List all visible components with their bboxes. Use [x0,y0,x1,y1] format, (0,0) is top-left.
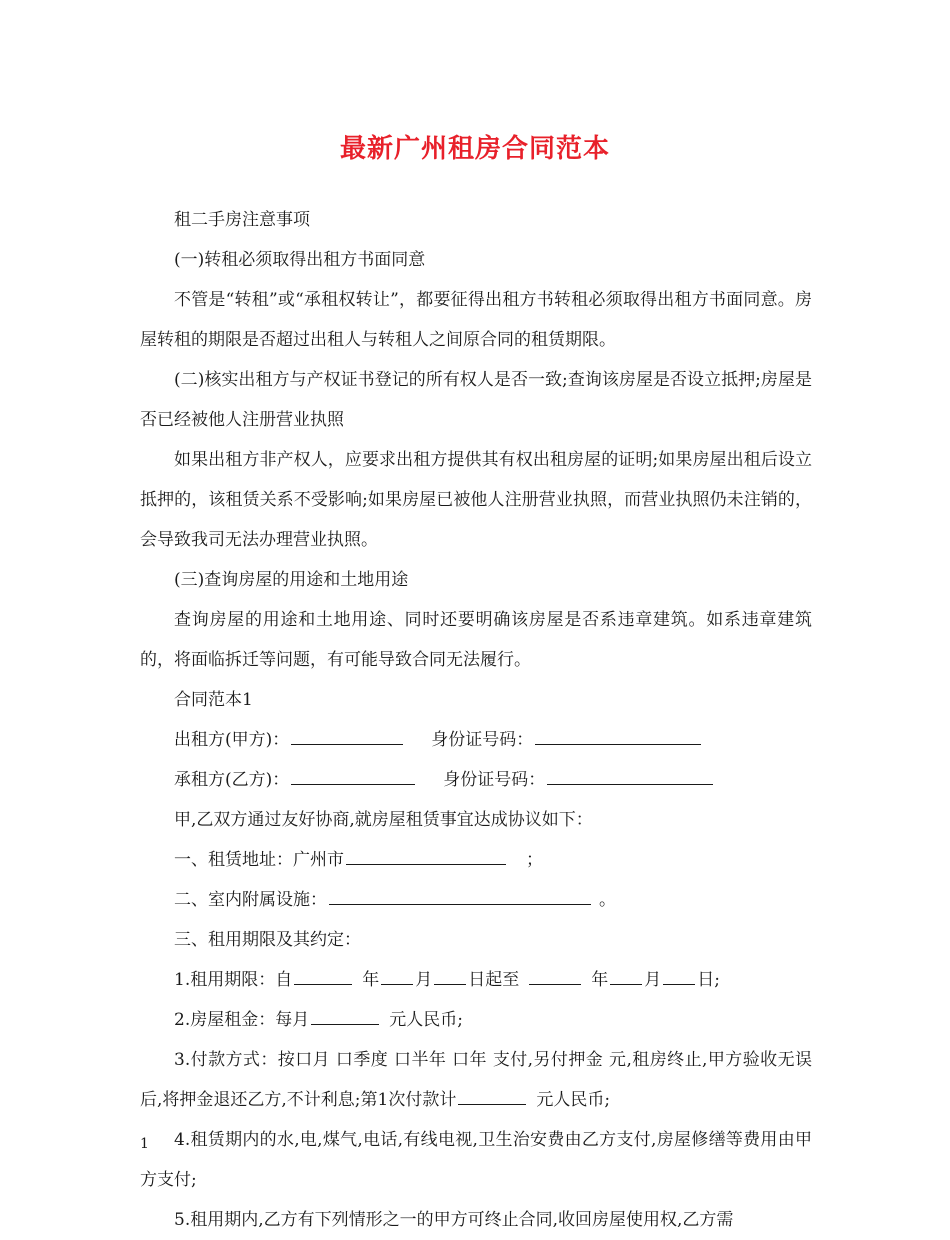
term-3-text: 3.付款方式：按口月 口季度 口半年 口年 支付,另付押金 元,租房终止,甲方验收无误后,将押金退还乙方,不计利息;第1次付款计 [140,1050,812,1110]
document-body [140,200,812,1240]
term-1-label: 1.租用期限：自 [174,970,293,990]
paragraph-template-heading: 合同范本1 [174,690,253,710]
facilities-blank[interactable] [329,888,591,905]
term-3-unit: 元人民币; [536,1090,611,1110]
lessee-label: 承租方(乙方)： [174,770,290,790]
end-year-blank[interactable] [529,968,581,985]
lessee-id-blank[interactable] [547,768,713,785]
term-1-month-text: 月 [415,970,433,990]
facilities-end: 。 [599,890,616,910]
line-address [140,840,812,880]
start-year-blank[interactable] [294,968,352,985]
start-month-blank[interactable] [381,968,413,985]
lessee-id-label: 身份证号码： [443,770,546,790]
address-blank[interactable] [346,848,506,865]
line-term-3 [140,1040,812,1120]
term-1-year-end-text: 年 [591,970,609,990]
term-1-day-end-text: 日; [697,970,720,990]
document-title: 最新广州租房合同范本 [339,134,610,164]
paragraph-section-3-body: 查询房屋的用途和土地用途、同时还要明确该房屋是否系违章建筑。如系违章建筑的，将面临拆迁等问题，有可能导致合同无法履行。 [140,610,812,670]
page-number: 1 [140,1136,149,1152]
rent-blank[interactable] [311,1008,379,1025]
line-lessor [140,720,812,760]
paragraph-section-1-body: 不管是“转租”或“承租权转让”，都要征得出租方书转租必须取得出租方书面同意。房屋转租的期限是否超过出租人与转租人之间原合同的租赁期限。 [140,290,812,350]
end-month-blank[interactable] [610,968,642,985]
term-1-year-text: 年 [362,970,380,990]
lessor-name-blank[interactable] [291,728,403,745]
paragraph-notice-heading: 租二手房注意事项 [174,210,310,230]
paragraph-section-2-heading: (二)核实出租方与产权证书登记的所有权人是否一致;查询该房屋是否设立抵押;房屋是否已经被他人注册营业执照 [140,370,812,430]
line-term-4: 4.租赁期内的水,电,煤气,电话,有线电视,卫生治安费由乙方支付,房屋修缮等费用由甲方支付; [140,1130,812,1190]
start-day-blank[interactable] [434,968,466,985]
line-term-2 [140,1000,812,1040]
paragraph-section-3-heading: (三)查询房屋的用途和土地用途 [174,570,409,590]
address-label: 一、租赁地址：广州市 [174,850,344,870]
term-1-day-from-text: 日起至 [468,970,520,990]
line-agreement: 甲,乙双方通过友好协商,就房屋租赁事宜达成协议如下： [174,810,593,830]
lessee-name-blank[interactable] [291,768,415,785]
lessor-id-blank[interactable] [535,728,701,745]
line-term-1 [140,960,812,1000]
facilities-label: 二、室内附属设施： [174,890,327,910]
line-term-5: 5.租用期内,乙方有下列情形之一的甲方可终止合同,收回房屋使用权,乙方需 [174,1210,734,1230]
paragraph-section-1-heading: (一)转租必须取得出租方书面同意 [174,250,426,270]
line-lessee [140,760,812,800]
line-facilities [140,880,812,920]
lessor-id-label: 身份证号码： [431,730,534,750]
term-1-month-end-text: 月 [644,970,662,990]
term-2-label: 2.房屋租金：每月 [174,1010,310,1030]
paragraph-section-2-body: 如果出租方非产权人，应要求出租方提供其有权出租房屋的证明;如果房屋出租后设立抵押的，该租赁关系不受影响;如果房屋已被他人注册营业执照，而营业执照仍未注销的，会导致我司无法办理营业执照。 [140,450,812,550]
address-end: ； [526,850,543,870]
first-payment-blank[interactable] [458,1088,526,1105]
line-term-heading: 三、租用期限及其约定： [174,930,361,950]
lessor-label: 出租方(甲方)： [174,730,290,750]
end-day-blank[interactable] [663,968,695,985]
term-2-unit: 元人民币; [389,1010,463,1030]
